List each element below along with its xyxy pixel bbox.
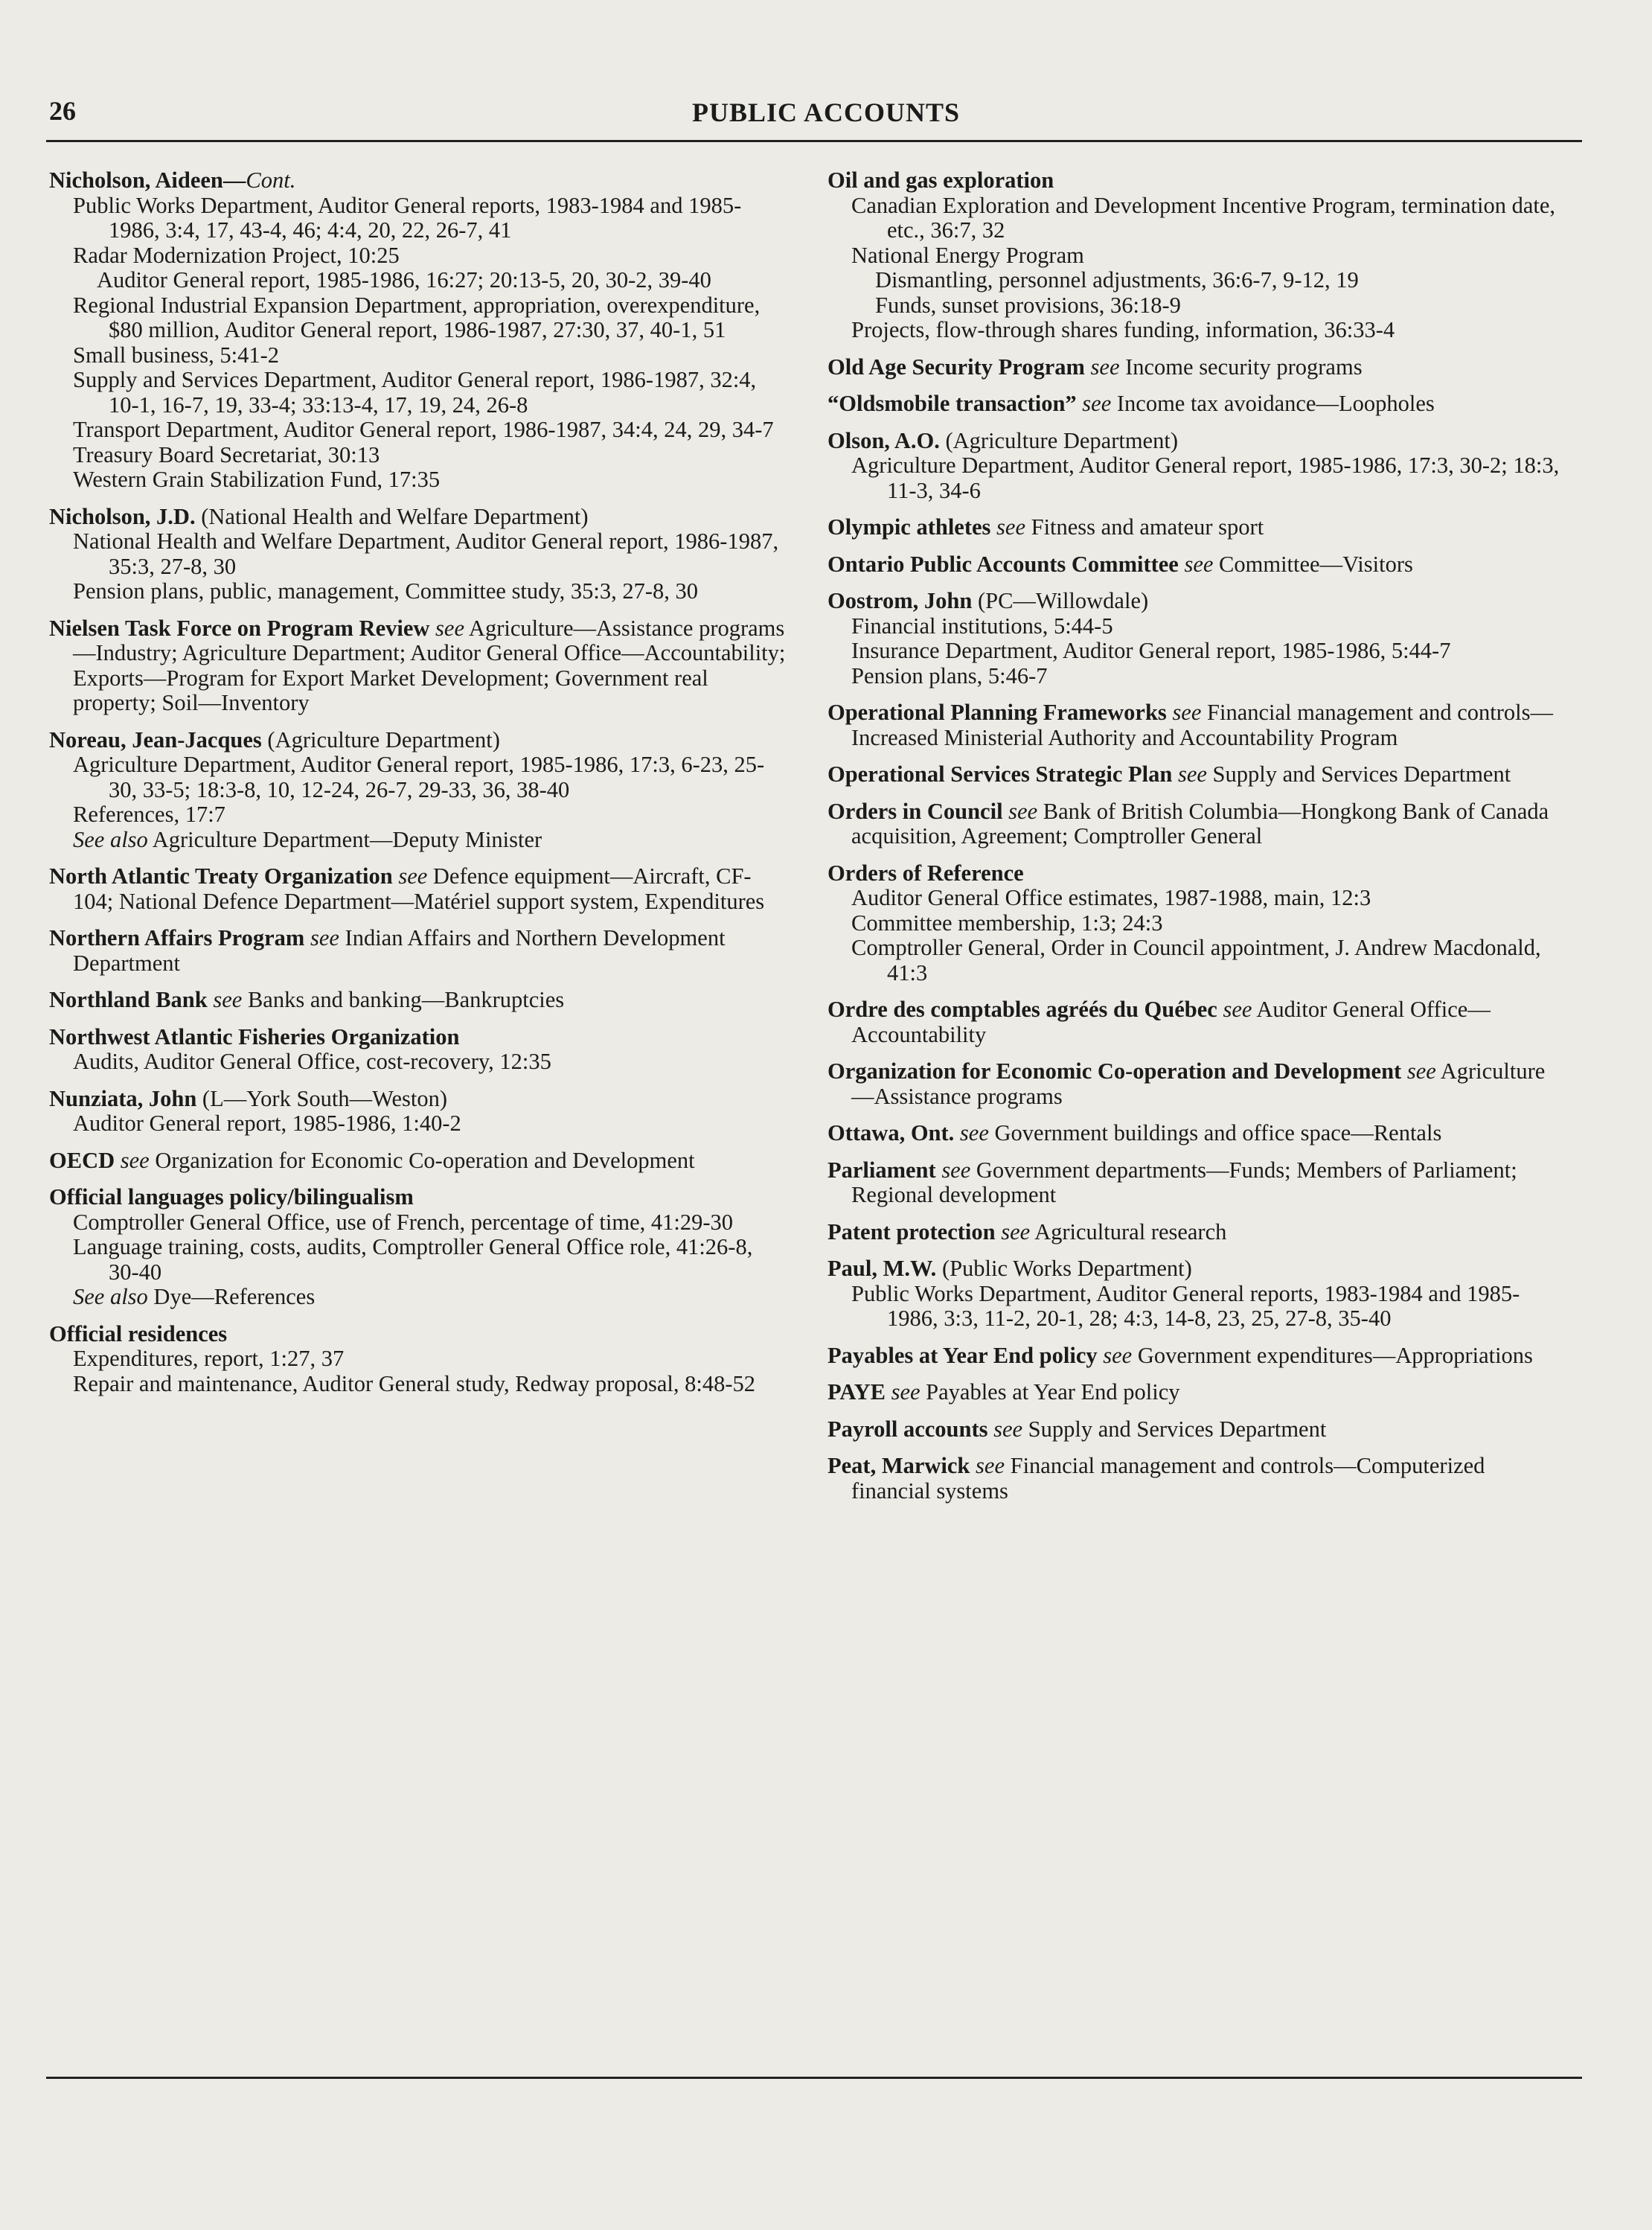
index-entry-heading-line xyxy=(827,700,1564,750)
sub-entry-text: Agriculture Department, Auditor General report, 1985-1986, 17:3, 6-23, 25-30, 33-5; 18:3-8, 10, 12-24, 26-7, 29-33, 36, 38-40 xyxy=(73,752,765,802)
sub-entry xyxy=(827,243,1564,269)
entry-heading: Official residences xyxy=(49,1320,228,1346)
entry-heading: Nicholson, J.D. xyxy=(49,503,196,529)
sub-entry-text: Agriculture Department, Auditor General report, 1985-1986, 17:3, 30-2; 18:3, 11-3, 34-6 xyxy=(851,453,1560,503)
index-entry xyxy=(827,392,1564,417)
cross-reference-target: Auditor General Office—Accountability xyxy=(851,997,1491,1047)
index-entry-heading-line xyxy=(49,1148,786,1174)
entry-heading: Patent protection xyxy=(827,1218,996,1245)
sub-entry xyxy=(827,614,1564,639)
sub-entry-text: Projects, flow-through shares funding, information, 36:33-4 xyxy=(851,317,1395,342)
cross-reference-target: Financial management and controls—Computerized financial systems xyxy=(851,1453,1485,1504)
index-column-right xyxy=(827,168,1564,1515)
sub-entry xyxy=(49,1372,786,1397)
entry-heading: Oil and gas exploration xyxy=(827,167,1054,193)
sub-entry-text: References, 17:7 xyxy=(73,802,225,827)
cross-reference-target: Income tax avoidance—Loopholes xyxy=(1111,391,1435,416)
index-entry-heading-line xyxy=(827,552,1564,578)
sub-entry-text: Insurance Department, Auditor General report, 1985-1986, 5:44-7 xyxy=(851,638,1451,663)
sub-entry xyxy=(49,443,786,468)
see-reference-label: see xyxy=(935,1157,971,1183)
sub-entry-text: Pension plans, public, management, Committee study, 35:3, 27-8, 30 xyxy=(73,578,699,604)
entry-qualifier: (Agriculture Department) xyxy=(939,427,1178,453)
sub-entry-text: Auditor General report, 1985-1986, 16:27; 20:13-5, 20, 30-2, 39-40 xyxy=(97,267,711,293)
index-entry-heading-line xyxy=(49,168,786,194)
sub-entry-text: Comptroller General, Order in Council appointment, J. Andrew Macdonald, 41:3 xyxy=(851,935,1541,985)
index-entry-heading-line xyxy=(49,616,786,716)
sub-entry xyxy=(827,194,1564,243)
index-entry xyxy=(827,1256,1564,1332)
entry-heading: Olson, A.O. xyxy=(827,427,940,453)
cross-reference-target: Organization for Economic Co-operation and Development xyxy=(149,1147,695,1173)
index-entry xyxy=(827,1059,1564,1109)
index-entry xyxy=(827,1454,1564,1504)
index-entry-heading-line xyxy=(49,505,786,530)
sub-entry xyxy=(49,368,786,418)
sub-entry-text: Western Grain Stabilization Fund, 17:35 xyxy=(73,467,441,492)
index-column-left xyxy=(49,168,786,1408)
entry-heading: Payroll accounts xyxy=(827,1416,988,1442)
index-entry-heading-line xyxy=(49,1087,786,1112)
sub-entry xyxy=(49,1285,786,1310)
cross-reference-target: Government departments—Funds; Members of Parliament; Regional development xyxy=(851,1157,1517,1207)
sub-entry xyxy=(827,911,1564,936)
sub-entry xyxy=(49,753,786,802)
cross-reference-target: Fitness and amateur sport xyxy=(1025,514,1264,540)
index-entry xyxy=(827,1417,1564,1443)
index-entry-heading-line xyxy=(827,1454,1564,1504)
entry-qualifier: (L—York South—Weston) xyxy=(196,1085,448,1111)
index-entry xyxy=(49,926,786,976)
see-reference-label: see xyxy=(954,1120,989,1146)
index-entry-heading-line xyxy=(827,861,1564,886)
index-entry xyxy=(827,1220,1564,1245)
sub-entry-text: Auditor General report, 1985-1986, 1:40-2 xyxy=(73,1111,461,1136)
entry-qualifier: (Public Works Department) xyxy=(936,1256,1192,1281)
entry-heading: Olympic athletes xyxy=(827,514,991,540)
sub-entry xyxy=(49,529,786,579)
sub-entry-text: Audits, Auditor General Office, cost-recovery, 12:35 xyxy=(73,1049,551,1074)
sub-entry-text: Canadian Exploration and Development Incentive Program, termination date, etc., 36:7, 32 xyxy=(851,192,1556,243)
cross-reference-target: Agriculture—Assistance programs—Industry; Agriculture Department; Auditor General Office—Accountability; Exports—Program for Export Market Development; Government real property; Soil—Inventory xyxy=(73,615,786,715)
running-head: PUBLIC ACCOUNTS xyxy=(691,98,961,127)
index-entry xyxy=(49,1087,786,1137)
see-also-label: See also xyxy=(73,1284,148,1309)
index-entry-heading-line xyxy=(49,1025,786,1050)
index-entry xyxy=(827,799,1564,849)
footer-rule xyxy=(46,2077,1582,2079)
index-entry xyxy=(827,355,1564,380)
entry-heading: Paul, M.W. xyxy=(827,1256,937,1281)
index-entry-heading-line xyxy=(49,1322,786,1347)
cross-reference-target: Banks and banking—Bankruptcies xyxy=(242,987,565,1012)
subsub-entry xyxy=(49,268,786,293)
sub-entry-text: Committee membership, 1:3; 24:3 xyxy=(851,910,1163,936)
cross-reference-target: Defence equipment—Aircraft, CF-104; National Defence Department—Matériel support system, Expenditures xyxy=(73,863,765,914)
entry-heading: Orders of Reference xyxy=(827,860,1024,886)
index-entry-heading-line xyxy=(49,864,786,914)
index-entry xyxy=(827,429,1564,504)
index-entry-heading-line xyxy=(49,926,786,976)
cross-reference-target: Government expenditures—Appropriations xyxy=(1132,1342,1533,1368)
sub-entry xyxy=(49,579,786,604)
entry-heading: Nielsen Task Force on Program Review xyxy=(49,615,430,641)
entry-heading: Ottawa, Ont. xyxy=(827,1120,955,1146)
sub-entry xyxy=(827,936,1564,985)
entry-qualifier: (PC—Willowdale) xyxy=(972,588,1149,613)
sub-entry xyxy=(49,467,786,493)
index-entry xyxy=(49,505,786,604)
sub-entry-text: Pension plans, 5:46-7 xyxy=(851,662,1048,689)
index-entry xyxy=(827,552,1564,578)
sub-entry xyxy=(49,1346,786,1372)
sub-entry xyxy=(49,418,786,443)
sub-entry xyxy=(49,1049,786,1075)
see-reference-label: see xyxy=(1217,997,1252,1022)
see-reference-label: see xyxy=(304,925,339,951)
sub-entry-text: Dismantling, personnel adjustments, 36:6-7, 9-12, 19 xyxy=(875,267,1359,293)
entry-heading: Parliament xyxy=(827,1157,936,1183)
sub-entry xyxy=(49,828,786,853)
see-reference-label: see xyxy=(990,514,1025,540)
cross-reference-target: Committee—Visitors xyxy=(1213,551,1413,577)
index-entry xyxy=(49,1025,786,1075)
sub-entry-text: Public Works Department, Auditor General reports, 1983-1984 and 1985-1986, 3:4, 17, 43-4, 46; 4:4, 20, 22, 26-7, 41 xyxy=(73,192,742,243)
index-entry xyxy=(827,1380,1564,1405)
index-entry-heading-line xyxy=(827,1158,1564,1208)
sub-entry-text: National Health and Welfare Department, Auditor General report, 1986-1987, 35:3, 27-8, 30 xyxy=(73,528,779,579)
sub-entry xyxy=(49,243,786,269)
index-entry-heading-line xyxy=(827,1417,1564,1443)
see-reference-label: see xyxy=(207,987,243,1012)
index-entry-heading-line xyxy=(49,728,786,753)
index-entry-heading-line xyxy=(827,429,1564,454)
continued-marker: Cont. xyxy=(246,167,296,193)
see-reference-label: see xyxy=(1401,1058,1436,1084)
index-entry-heading-line xyxy=(827,1059,1564,1109)
cross-reference-target: Financial management and controls—Increased Ministerial Authority and Accountability Program xyxy=(851,700,1554,750)
entry-heading: Official languages policy/bilingualism xyxy=(49,1184,414,1210)
cross-reference-target: Agricultural research xyxy=(1030,1218,1227,1245)
index-entry-heading-line xyxy=(827,355,1564,380)
index-entry-heading-line xyxy=(827,589,1564,614)
see-reference-label: see xyxy=(995,1218,1031,1245)
sub-entry-text: Auditor General Office estimates, 1987-1988, main, 12:3 xyxy=(851,885,1371,910)
cross-reference-target: Supply and Services Department xyxy=(1022,1416,1327,1442)
entry-heading: Payables at Year End policy xyxy=(827,1342,1098,1368)
see-reference-label: see xyxy=(429,615,464,641)
index-entry xyxy=(827,762,1564,787)
sub-entry xyxy=(49,1111,786,1137)
sub-entry xyxy=(827,639,1564,664)
sub-entry xyxy=(49,293,786,343)
index-entry-heading-line xyxy=(827,1344,1564,1369)
entry-qualifier: (Agriculture Department) xyxy=(261,726,500,753)
sub-entry-text: Expenditures, report, 1:27, 37 xyxy=(73,1346,345,1371)
see-reference-label: see xyxy=(1097,1342,1133,1368)
sub-entry-text: Small business, 5:41-2 xyxy=(73,342,280,368)
entry-heading: Ordre des comptables agréés du Québec xyxy=(827,997,1217,1022)
sub-entry-text: Transport Department, Auditor General report, 1986-1987, 34:4, 24, 29, 34-7 xyxy=(73,417,774,442)
index-entry-heading-line xyxy=(827,1380,1564,1405)
entry-qualifier: (National Health and Welfare Department) xyxy=(195,503,589,529)
entry-heading: Operational Planning Frameworks xyxy=(827,700,1167,725)
sub-entry-text: Dye—References xyxy=(147,1284,316,1309)
see-reference-label: see xyxy=(1076,391,1112,416)
index-entry xyxy=(49,616,786,716)
see-reference-label: see xyxy=(115,1147,150,1173)
index-entry-heading-line xyxy=(49,1185,786,1210)
sub-entry xyxy=(827,453,1564,503)
entry-heading: Old Age Security Program xyxy=(827,354,1085,380)
sub-entry-text: Public Works Department, Auditor General reports, 1983-1984 and 1985-1986, 3:3, 11-2, 20-1, 28; 4:3, 14-8, 23, 25, 27-8, 35-40 xyxy=(851,1280,1520,1331)
page-number: 26 xyxy=(49,96,76,126)
entry-heading: Organization for Economic Co-operation and Development xyxy=(827,1058,1402,1084)
index-entry-heading-line xyxy=(827,997,1564,1047)
entry-heading: North Atlantic Treaty Organization xyxy=(49,863,393,889)
see-reference-label: see xyxy=(987,1416,1023,1442)
sub-entry-text: Repair and maintenance, Auditor General study, Redway proposal, 8:48-52 xyxy=(73,1370,756,1396)
sub-entry-text: Supply and Services Department, Auditor General report, 1986-1987, 32:4, 10-1, 16-7, 19, 33-4; 33:13-4, 17, 19, 24, 26-8 xyxy=(73,367,757,418)
see-reference-label: see xyxy=(885,1379,921,1405)
cross-reference-target: Supply and Services Department xyxy=(1206,761,1511,787)
see-reference-label: see xyxy=(1172,761,1207,787)
entry-heading: Nicholson, Aideen— xyxy=(49,167,246,193)
index-entry xyxy=(49,1322,786,1397)
sub-entry xyxy=(49,1210,786,1236)
header-rule xyxy=(46,140,1582,142)
index-entry xyxy=(827,515,1564,540)
index-entry xyxy=(827,1121,1564,1146)
cross-reference-target: Agriculture—Assistance programs xyxy=(851,1058,1546,1109)
entry-heading: Oostrom, John xyxy=(827,588,973,613)
index-entry xyxy=(827,1158,1564,1208)
entry-heading: Operational Services Strategic Plan xyxy=(827,761,1173,787)
sub-entry-text: Funds, sunset provisions, 36:18-9 xyxy=(875,292,1181,318)
index-entry xyxy=(49,864,786,914)
see-reference-label: see xyxy=(970,1453,1005,1478)
sub-entry-text: Regional Industrial Expansion Department, appropriation, overexpenditure, $80 million, Auditor General report, 1986-1987, 27:30, 37, 40-1, 51 xyxy=(73,292,761,342)
entry-heading: Northern Affairs Program xyxy=(49,925,305,951)
index-entry-heading-line xyxy=(827,1220,1564,1245)
index-entry-heading-line xyxy=(827,1121,1564,1146)
index-entry xyxy=(49,1185,786,1310)
cross-reference-target: Indian Affairs and Northern Development Department xyxy=(73,925,726,976)
index-entry xyxy=(827,1344,1564,1369)
index-entry-heading-line xyxy=(49,988,786,1013)
sub-entry xyxy=(827,318,1564,343)
sub-entry xyxy=(827,664,1564,689)
index-entry-heading-line xyxy=(827,762,1564,787)
sub-entry xyxy=(49,343,786,368)
cross-reference-target: Income security programs xyxy=(1119,354,1363,380)
entry-heading: “Oldsmobile transaction” xyxy=(827,391,1077,416)
index-entry xyxy=(49,728,786,853)
sub-entry-text: Treasury Board Secretariat, 30:13 xyxy=(73,441,380,467)
index-entry xyxy=(49,988,786,1013)
index-entry-heading-line xyxy=(827,515,1564,540)
subsub-entry xyxy=(827,268,1564,293)
see-also-label: See also xyxy=(73,826,148,852)
index-entry-heading-line xyxy=(827,1256,1564,1282)
entry-heading: PAYE xyxy=(827,1379,886,1405)
sub-entry-text: National Energy Program xyxy=(851,242,1084,268)
sub-entry-text: Financial institutions, 5:44-5 xyxy=(851,613,1113,639)
entry-heading: Ontario Public Accounts Committee xyxy=(827,551,1179,577)
entry-heading: Northwest Atlantic Fisheries Organization xyxy=(49,1023,460,1049)
see-reference-label: see xyxy=(392,863,428,889)
index-entry xyxy=(827,589,1564,689)
see-reference-label: see xyxy=(1084,354,1120,380)
cross-reference-target: Payables at Year End policy xyxy=(920,1379,1180,1405)
index-entry-heading-line xyxy=(827,799,1564,849)
see-reference-label: see xyxy=(1178,551,1214,577)
index-entry xyxy=(827,700,1564,750)
sub-entry xyxy=(49,1235,786,1285)
sub-entry xyxy=(827,1282,1564,1332)
entry-heading: Northland Bank xyxy=(49,987,208,1012)
cross-reference-target: Bank of British Columbia—Hongkong Bank of Canada acquisition, Agreement; Comptroller General xyxy=(851,798,1549,849)
subsub-entry xyxy=(827,293,1564,319)
see-reference-label: see xyxy=(1166,700,1202,725)
see-reference-label: see xyxy=(1002,798,1038,824)
index-entry-heading-line xyxy=(827,168,1564,194)
index-entry xyxy=(49,1148,786,1174)
sub-entry xyxy=(827,886,1564,911)
index-entry xyxy=(827,997,1564,1047)
sub-entry xyxy=(49,802,786,828)
index-entry-heading-line xyxy=(827,392,1564,417)
entry-heading: Noreau, Jean-Jacques xyxy=(49,726,262,753)
index-entry xyxy=(49,168,786,493)
index-entry xyxy=(827,168,1564,343)
index-entry xyxy=(827,861,1564,986)
cross-reference-target: Government buildings and office space—Rentals xyxy=(988,1120,1442,1146)
entry-heading: Orders in Council xyxy=(827,798,1003,824)
sub-entry-text: Agriculture Department—Deputy Minister xyxy=(147,826,542,852)
sub-entry-text: Comptroller General Office, use of French, percentage of time, 41:29-30 xyxy=(73,1209,734,1235)
entry-heading: Nunziata, John xyxy=(49,1085,197,1111)
entry-heading: Peat, Marwick xyxy=(827,1453,970,1478)
sub-entry-text: Radar Modernization Project, 10:25 xyxy=(73,242,400,268)
sub-entry xyxy=(49,194,786,243)
sub-entry-text: Language training, costs, audits, Comptroller General Office role, 41:26-8, 30-40 xyxy=(73,1234,753,1285)
entry-heading: OECD xyxy=(49,1147,115,1173)
